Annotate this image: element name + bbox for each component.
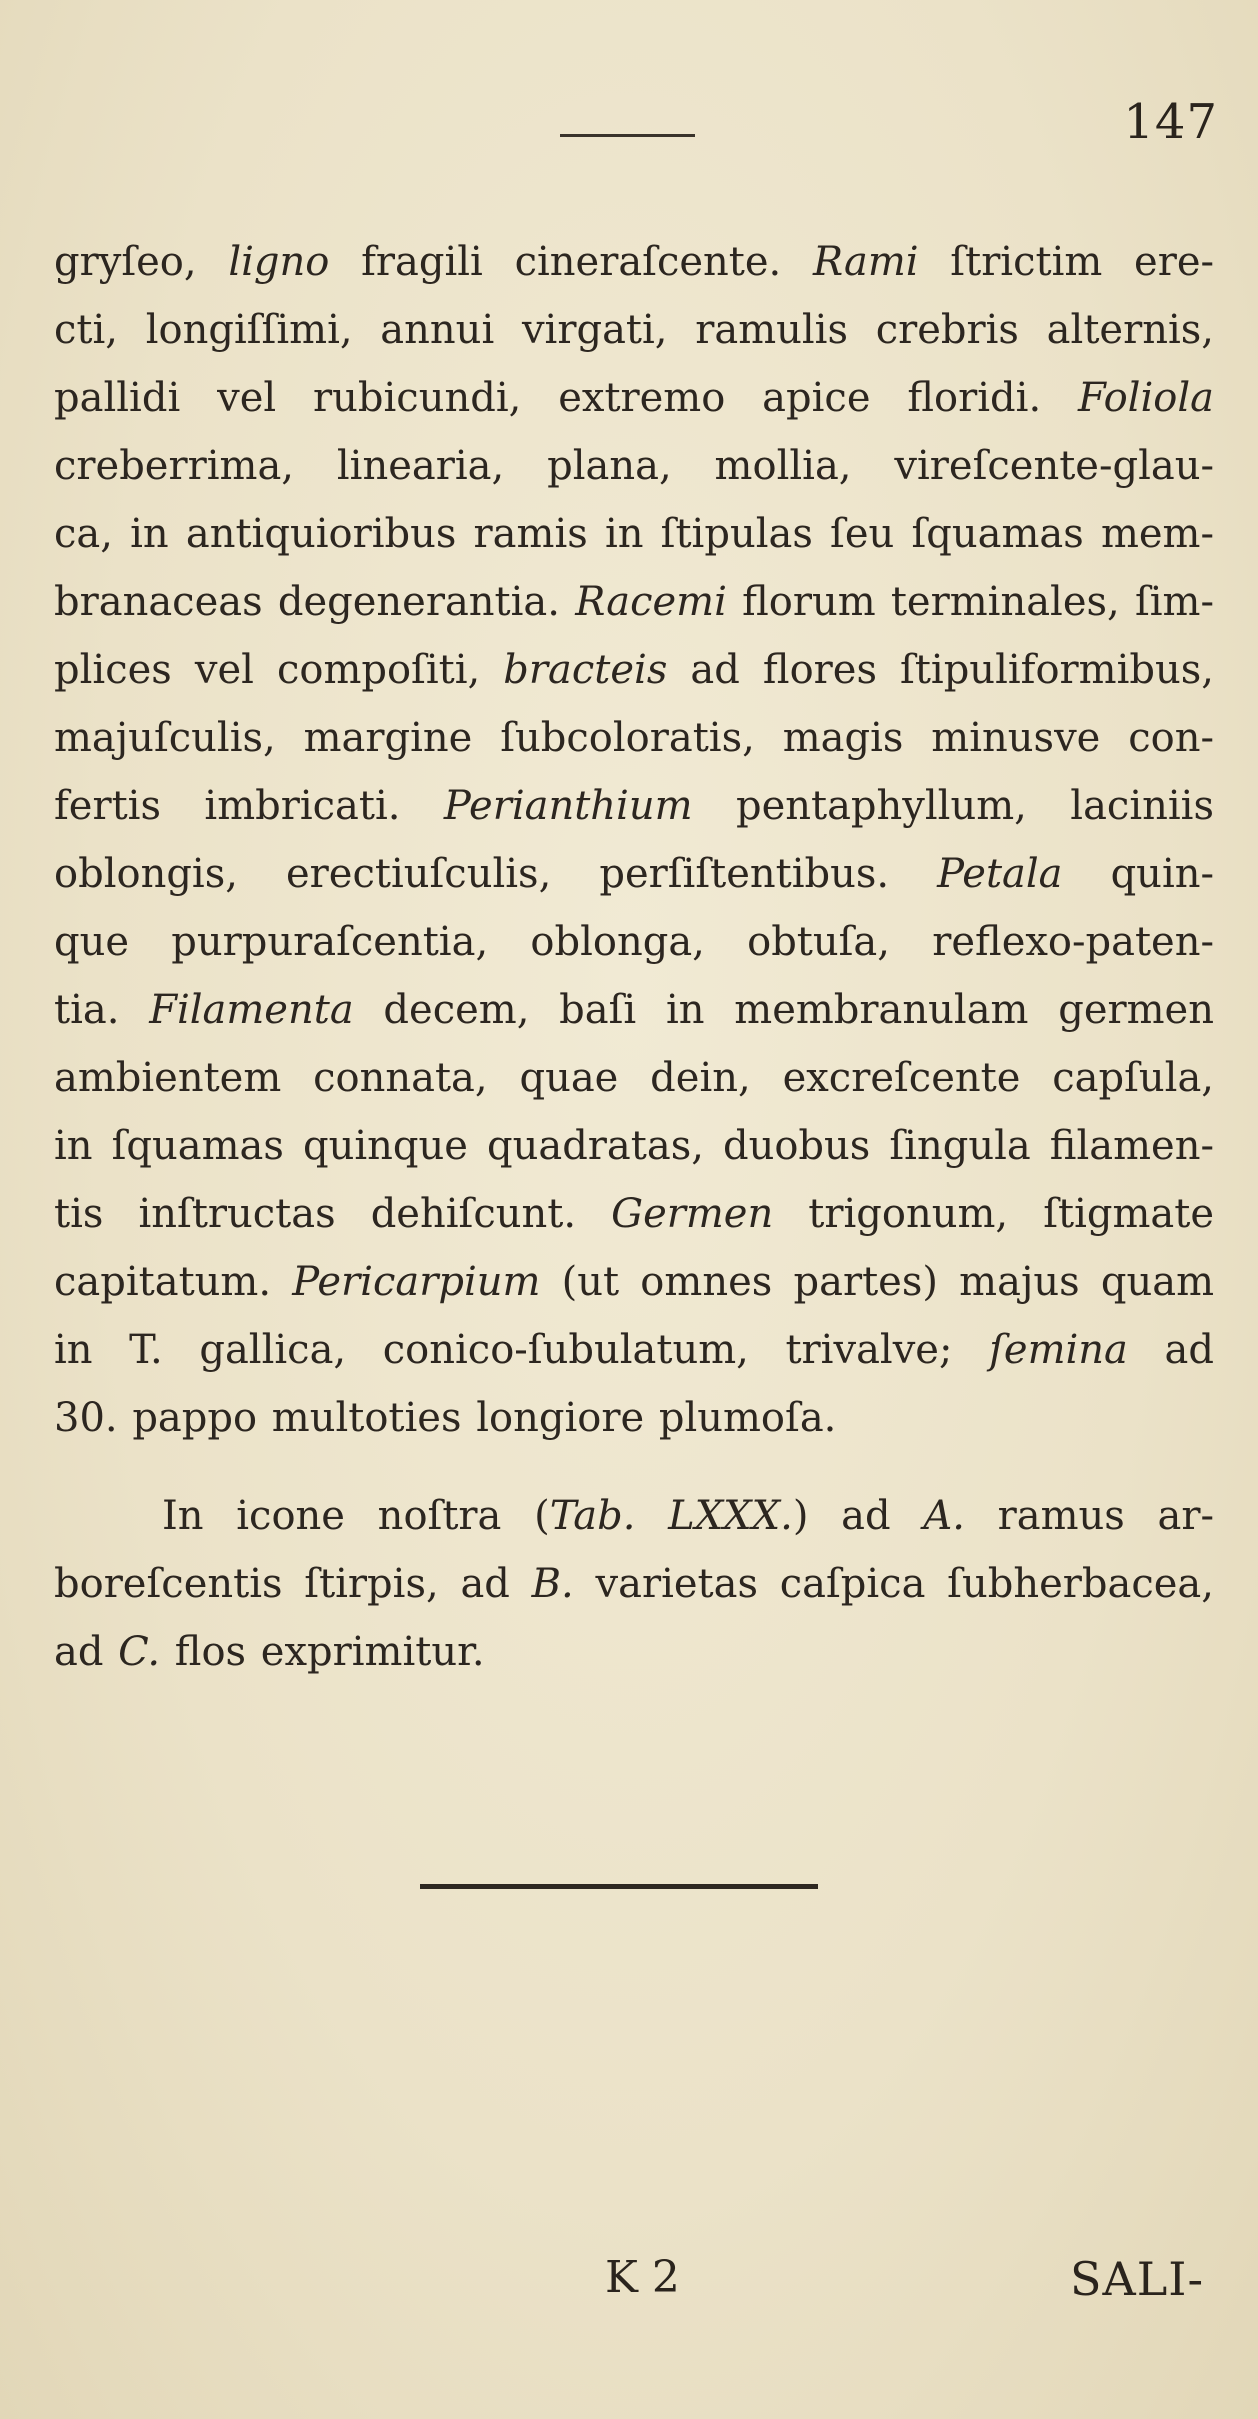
catchword: SALI-: [1070, 2252, 1204, 2306]
text-line: [54, 704, 1214, 772]
text-segment: florum terminales, ſim-: [726, 579, 1214, 625]
text-segment: capitatum.: [54, 1259, 293, 1305]
text-segment: ramus ar-: [964, 1493, 1214, 1539]
italic-term: Germen: [611, 1191, 774, 1237]
text-segment: in T. gallica, conico-ſubulatum, trivalve;: [54, 1327, 990, 1373]
italic-term: A.: [923, 1493, 965, 1539]
italic-term: ſemina: [989, 1327, 1128, 1373]
text-segment: pallidi vel rubicundi, extremo apice floridi.: [54, 375, 1079, 421]
italic-term: Perianthium: [443, 783, 693, 829]
text-segment: ca, in antiquioribus ramis in ſtipulas ſeu ſquamas mem-: [54, 511, 1214, 557]
text-line: [54, 1044, 1214, 1112]
text-line: [54, 976, 1214, 1044]
text-segment: oblongis, erectiuſculis, perſiſtentibus.: [54, 851, 938, 897]
text-segment: pentaphyllum, laciniis: [692, 783, 1215, 829]
text-segment: boreſcentis ſtirpis, ad: [54, 1561, 532, 1607]
italic-term: bracteis: [503, 647, 668, 693]
footer-rule: [420, 1884, 818, 1889]
paragraph-gap: [54, 1452, 1214, 1482]
text-segment: trigonum, ſtigmate: [773, 1191, 1214, 1237]
text-segment: 30. pappo multoties longiore plumoſa.: [54, 1395, 837, 1441]
text-line: [54, 1248, 1214, 1316]
text-segment: ad: [54, 1629, 119, 1675]
text-segment: fragili cineraſcente.: [329, 239, 813, 285]
text-segment: branaceas degenerantia.: [54, 579, 576, 625]
text-segment: majuſculis, margine ſubcoloratis, magis minusve con-: [54, 715, 1214, 761]
text-segment: tia.: [54, 987, 150, 1033]
text-segment: ambientem connata, quae dein, excreſcente capſula,: [54, 1055, 1214, 1101]
text-line: [54, 1180, 1214, 1248]
text-line: [54, 228, 1214, 296]
text-segment: (ut omnes partes) majus quam: [540, 1259, 1214, 1305]
text-line: [54, 296, 1214, 364]
text-segment: In icone noſtra (: [162, 1493, 550, 1539]
italic-term: Foliola: [1078, 375, 1214, 421]
text-line: [54, 1482, 1214, 1550]
text-segment: cti, longiſſimi, annui virgati, ramulis crebris alternis,: [54, 307, 1214, 353]
text-line: [54, 772, 1214, 840]
text-line: [54, 1112, 1214, 1180]
text-segment: gryſeo,: [54, 239, 229, 285]
text-segment: ad: [1127, 1327, 1214, 1373]
text-segment: flos exprimitur.: [160, 1629, 485, 1675]
paragraph-figure-explanation: [54, 1482, 1214, 1686]
italic-term: B.: [531, 1561, 574, 1607]
italic-term: ligno: [228, 239, 330, 285]
text-segment: varietas caſpica ſubherbacea,: [573, 1561, 1214, 1607]
text-line: [54, 636, 1214, 704]
text-segment: ad flores ſtipuliformibus,: [667, 647, 1214, 693]
italic-term: Filamenta: [149, 987, 354, 1033]
text-line: [54, 1384, 1214, 1452]
text-line: [54, 1316, 1214, 1384]
italic-term: Pericarpium: [292, 1259, 541, 1305]
text-line: [54, 840, 1214, 908]
italic-term: Petala: [937, 851, 1063, 897]
text-segment: que purpuraſcentia, oblonga, obtuſa, reflexo-paten-: [54, 919, 1214, 965]
italic-term: C.: [118, 1629, 161, 1675]
text-segment: quin-: [1062, 851, 1215, 897]
header-rule: [560, 134, 695, 137]
italic-term: Tab. LXXX.: [549, 1493, 793, 1539]
page-number: 147: [1123, 94, 1218, 150]
paragraph-description: [54, 228, 1214, 1452]
text-line: [54, 1550, 1214, 1618]
text-line: [54, 364, 1214, 432]
text-segment: creberrima, linearia, plana, mollia, vireſcente-glau-: [54, 443, 1214, 489]
text-segment: in ſquamas quinque quadratas, duobus ſingula filamen-: [54, 1123, 1214, 1169]
text-line: [54, 568, 1214, 636]
text-line: [54, 500, 1214, 568]
text-line: [54, 432, 1214, 500]
text-line: [54, 908, 1214, 976]
text-segment: plices vel compoſiti,: [54, 647, 504, 693]
italic-term: Rami: [812, 239, 919, 285]
italic-term: Racemi: [575, 579, 727, 625]
text-segment: decem, baſi in membranulam germen: [353, 987, 1214, 1033]
text-segment: ſtrictim ere-: [918, 239, 1215, 285]
text-segment: fertis imbricati.: [54, 783, 444, 829]
body-text: [54, 228, 1214, 1686]
text-segment: ) ad: [792, 1493, 924, 1539]
text-segment: tis inſtructas dehiſcunt.: [54, 1191, 612, 1237]
signature-mark: K 2: [605, 2252, 680, 2303]
text-line: [54, 1618, 1214, 1686]
